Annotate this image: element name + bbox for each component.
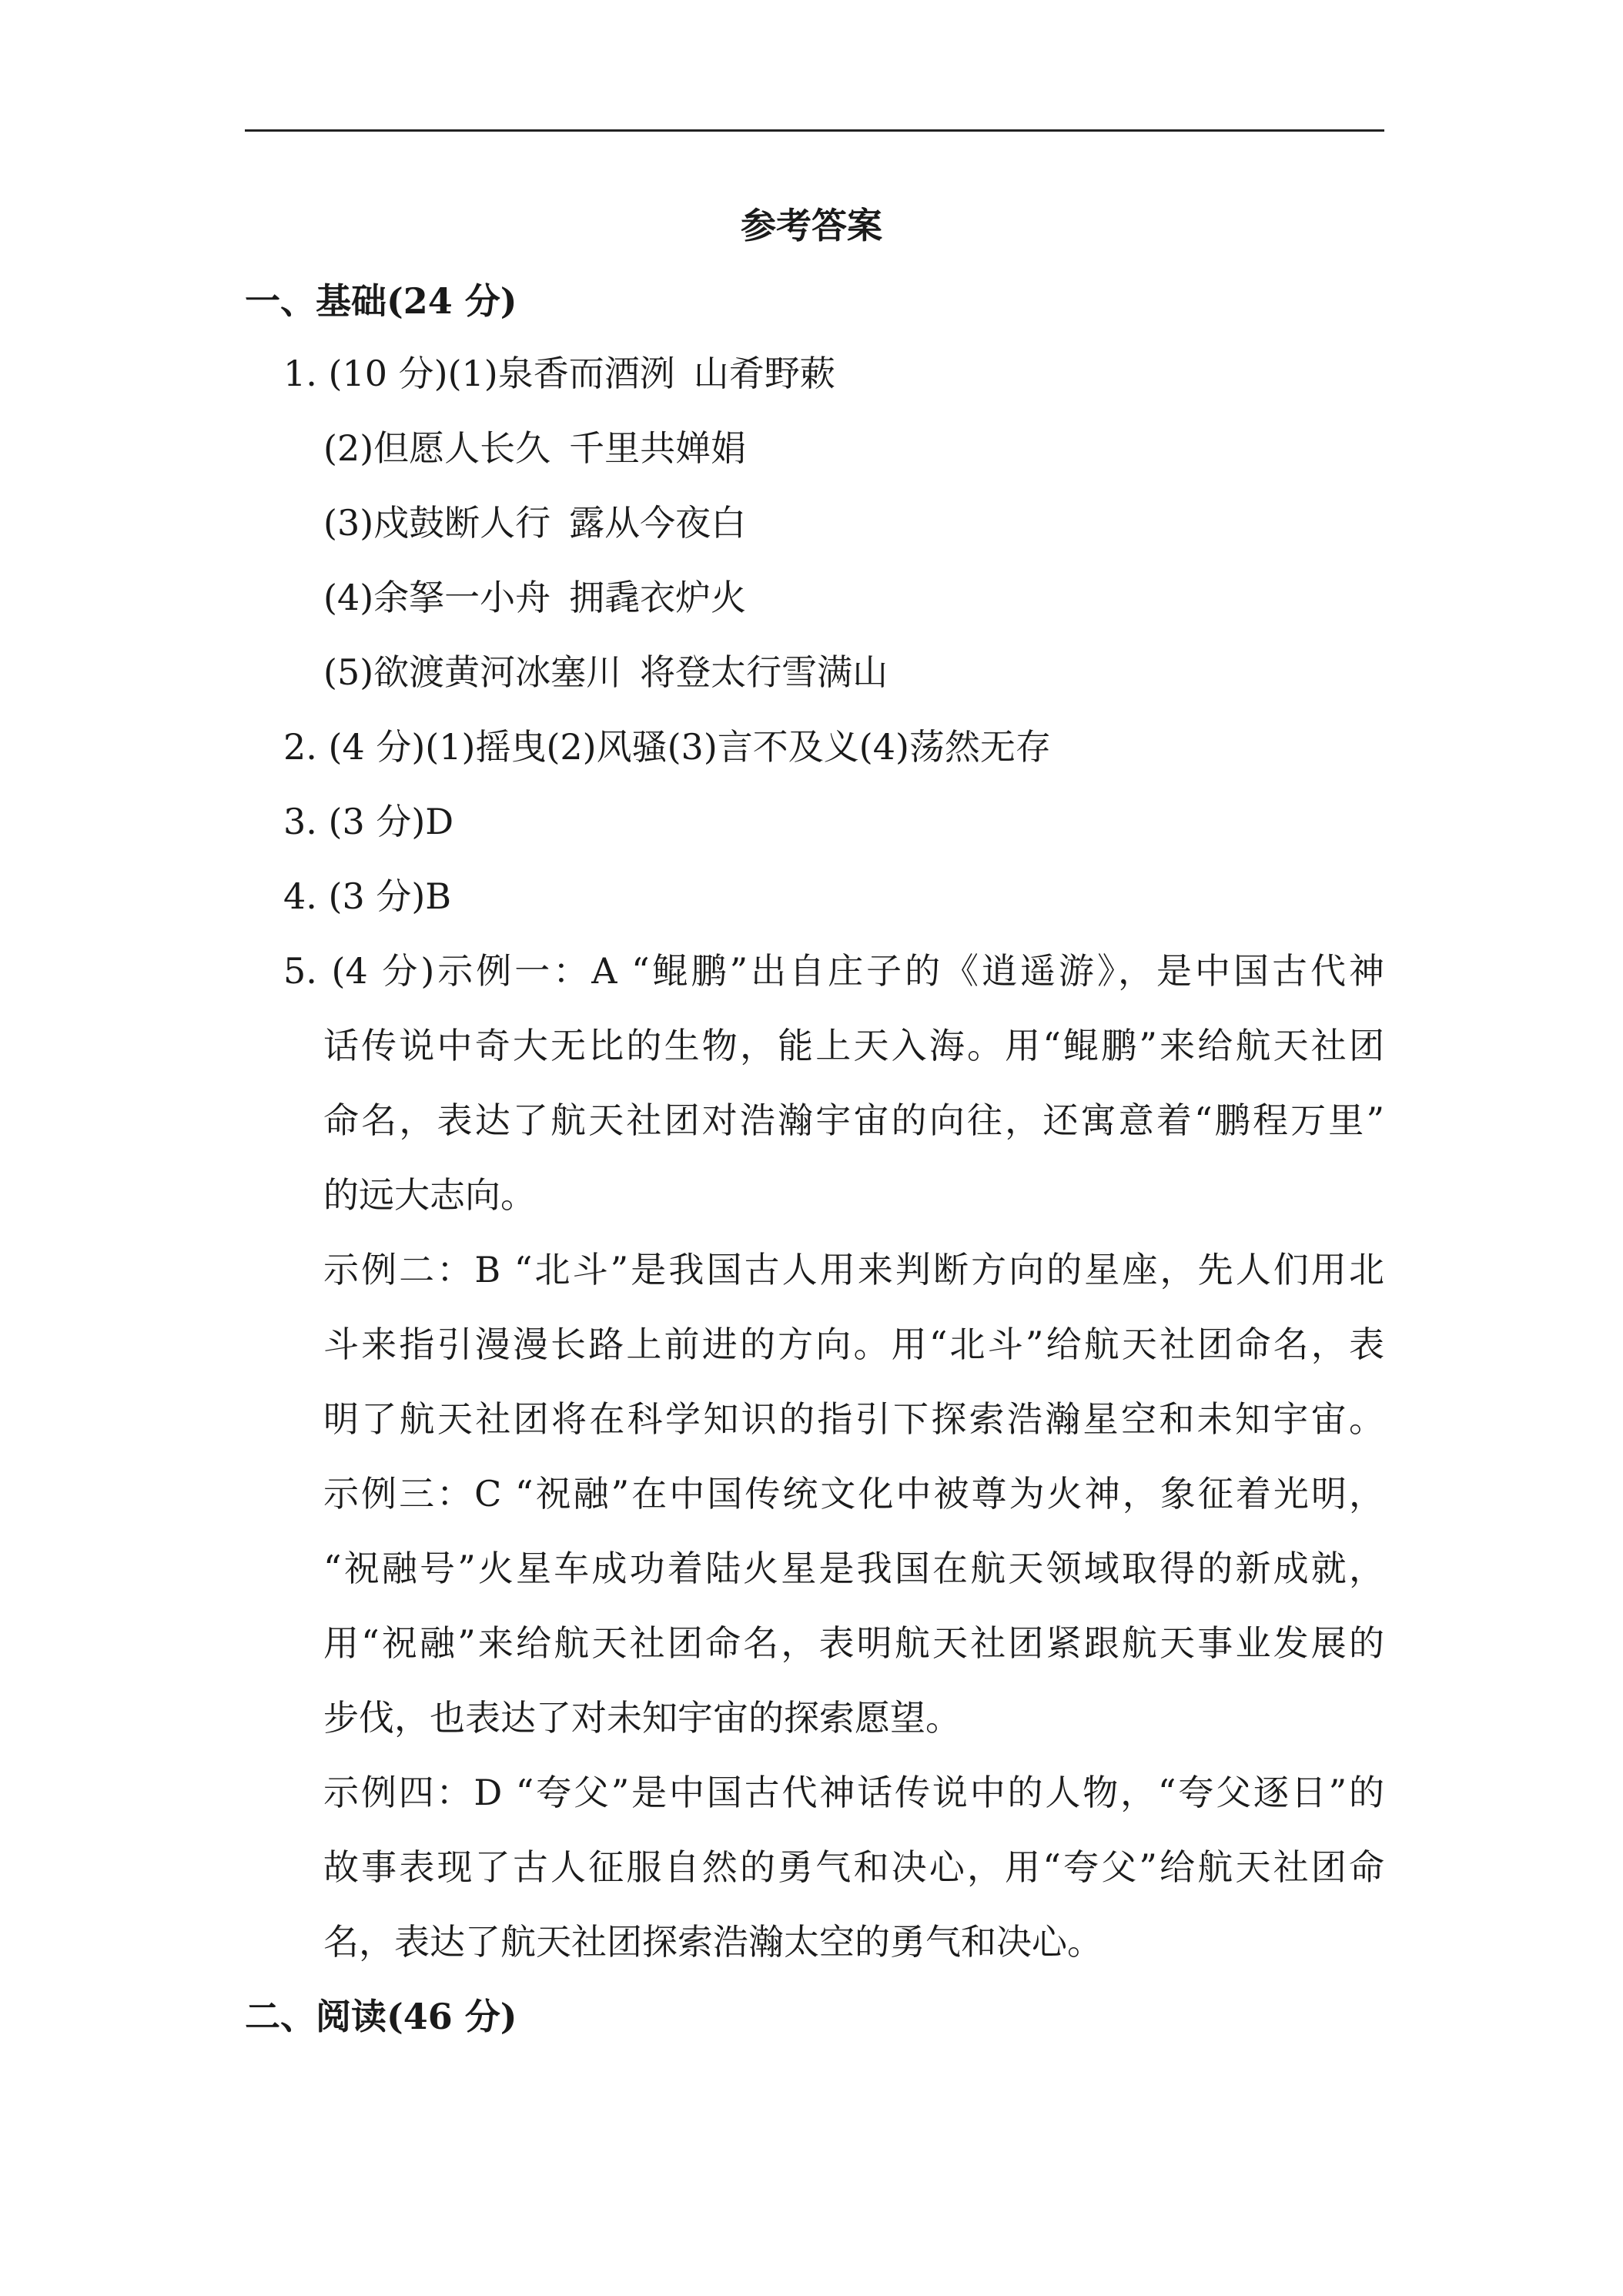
q1-item-2-b: 千里共婵娟	[569, 427, 747, 469]
q5-line-9: “祝融号”火星车成功着陆火星是我国在航天领域取得的新成就，	[323, 1548, 1384, 1589]
q1-item-1-num: (1)	[447, 353, 498, 394]
q1-line-4	[323, 571, 746, 624]
q1-line-3	[323, 496, 746, 550]
q1-item-5-num: (5)	[323, 651, 374, 693]
q5-line-10: 用“祝融”来给航天社团命名，表明航天社团紧跟航天事业发展的	[323, 1622, 1384, 1664]
q1-item-1-b: 山肴野蔌	[693, 353, 835, 394]
q5-line-7: 明了航天社团将在科学知识的指引下探索浩瀚星空和未知宇宙。	[323, 1398, 1384, 1440]
q5-line-3: 命名，表达了航天社团对浩瀚宇宙的向往，还寓意着“鹏程万里”	[323, 1099, 1384, 1141]
q1-item-2-num: (2)	[323, 427, 374, 469]
q5-line-11: 步伐，也表达了对未知宇宙的探索愿望。	[323, 1697, 961, 1739]
q1-prefix: 1. (10 分)	[283, 353, 448, 394]
q1-item-3-b: 露从今夜白	[569, 502, 747, 544]
header-rule	[245, 129, 1384, 132]
q5-line-6: 斗来指引漫漫长路上前进的方向。用“北斗”给航天社团命名，表	[323, 1324, 1384, 1365]
q5-line-12: 示例四：D “夸父”是中国古代神话传说中的人物，“夸父逐日”的	[323, 1772, 1384, 1813]
q5-line-1: 5. (4 分)示例一：A “鲲鹏”出自庄子的《逍遥游》，是中国古代神	[283, 950, 1384, 992]
q2-answer: 2. (4 分)(1)摇曳(2)风骚(3)言不及义(4)荡然无存	[283, 726, 1051, 768]
q1-item-3-a: 戍鼓断人行	[373, 502, 551, 544]
q1-line-2	[323, 421, 746, 475]
q1-item-5-b: 将登太行雪满山	[640, 651, 888, 693]
q4-answer: 4. (3 分)B	[283, 875, 452, 917]
q3-answer: 3. (3 分)D	[283, 801, 454, 842]
q1-item-4-num: (4)	[323, 577, 374, 618]
q1-item-4-b: 拥毳衣炉火	[569, 577, 747, 618]
q5-line-2: 话传说中奇大无比的生物，能上天入海。用“鲲鹏”来给航天社团	[323, 1025, 1384, 1066]
section-heading-basics: 一、基础(24 分)	[245, 280, 517, 322]
q1-line-1	[283, 346, 835, 400]
q5-line-14: 名，表达了航天社团探索浩瀚太空的勇气和决心。	[323, 1921, 1103, 1963]
page-title: 参考答案	[741, 205, 882, 246]
q1-item-2-a: 但愿人长久	[373, 427, 551, 469]
q5-line-4: 的远大志向。	[323, 1174, 536, 1216]
q1-item-5-a: 欲渡黄河冰塞川	[373, 651, 622, 693]
q5-line-8: 示例三：C “祝融”在中国传统文化中被尊为火神，象征着光明，	[323, 1473, 1384, 1514]
q1-item-4-a: 余拏一小舟	[373, 577, 551, 618]
q5-line-13: 故事表现了古人征服自然的勇气和决心，用“夸父”给航天社团命	[323, 1846, 1384, 1888]
q1-line-5	[323, 645, 888, 699]
q5-line-5: 示例二：B “北斗”是我国古人用来判断方向的星座，先人们用北	[323, 1249, 1384, 1290]
section-heading-reading: 二、阅读(46 分)	[245, 1996, 517, 2037]
q1-item-1-a: 泉香而酒洌	[497, 353, 675, 394]
q1-item-3-num: (3)	[323, 502, 374, 544]
